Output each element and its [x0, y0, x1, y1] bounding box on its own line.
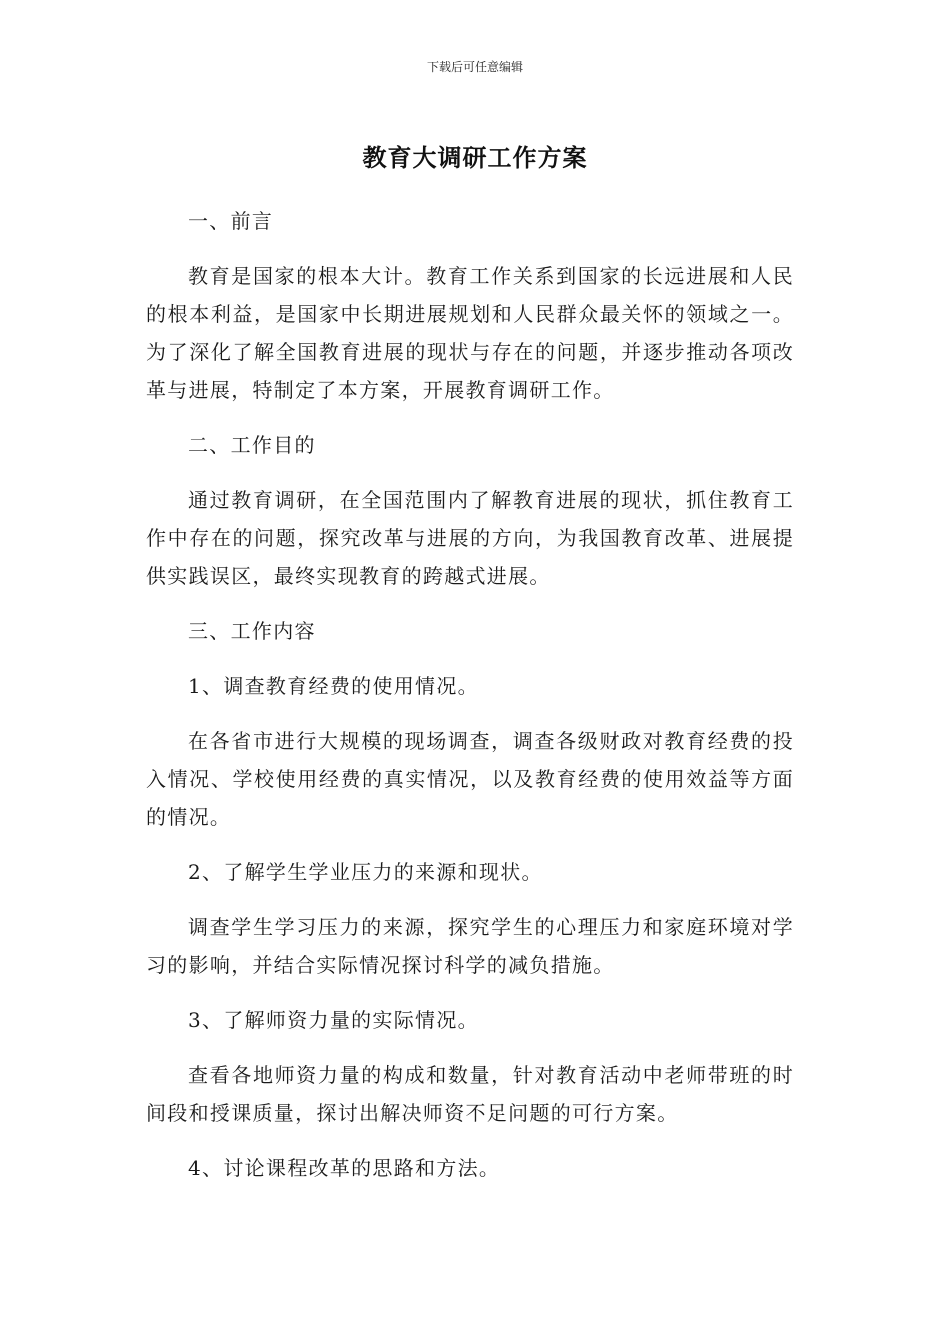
item-heading-3: 3、了解师资力量的实际情况。 [188, 1008, 479, 1032]
item-paragraph-2: 调查学生学习压力的来源，探究学生的心理压力和家庭环境对学习的影响，并结合实际情况探讨科学的减负措施。 [146, 915, 794, 977]
section-heading-preface: 一、前言 [188, 209, 274, 233]
item-paragraph-3: 查看各地师资力量的构成和数量，针对教育活动中老师带班的时间段和授课质量，探讨出解决师资不足问题的可行方案。 [146, 1063, 794, 1125]
section-heading-purpose: 二、工作目的 [188, 433, 316, 457]
item-heading-2: 2、了解学生学业压力的来源和现状。 [188, 860, 543, 884]
item-paragraph-1: 在各省市进行大规模的现场调查，调查各级财政对教育经费的投入情况、学校使用经费的真实情况，以及教育经费的使用效益等方面的情况。 [146, 729, 794, 829]
header-note: 下载后可任意编辑 [426, 60, 523, 74]
paragraph-preface: 教育是国家的根本大计。教育工作关系到国家的长远进展和人民的根本利益，是国家中长期进展规划和人民群众最关怀的领域之一。为了深化了解全国教育进展的现状与存在的问题，并逐步推动各项改革与进展，特制定了本方案，开展教育调研工作。 [146, 264, 794, 402]
document-title: 教育大调研工作方案 [362, 144, 588, 172]
item-heading-1: 1、调查教育经费的使用情况。 [188, 674, 479, 698]
section-heading-content: 三、工作内容 [188, 619, 316, 643]
item-heading-4: 4、讨论课程改革的思路和方法。 [188, 1156, 501, 1180]
document-body [146, 202, 794, 1204]
paragraph-purpose: 通过教育调研，在全国范围内了解教育进展的现状，抓住教育工作中存在的问题，探究改革与进展的方向，为我国教育改革、进展提供实践误区，最终实现教育的跨越式进展。 [146, 488, 794, 588]
